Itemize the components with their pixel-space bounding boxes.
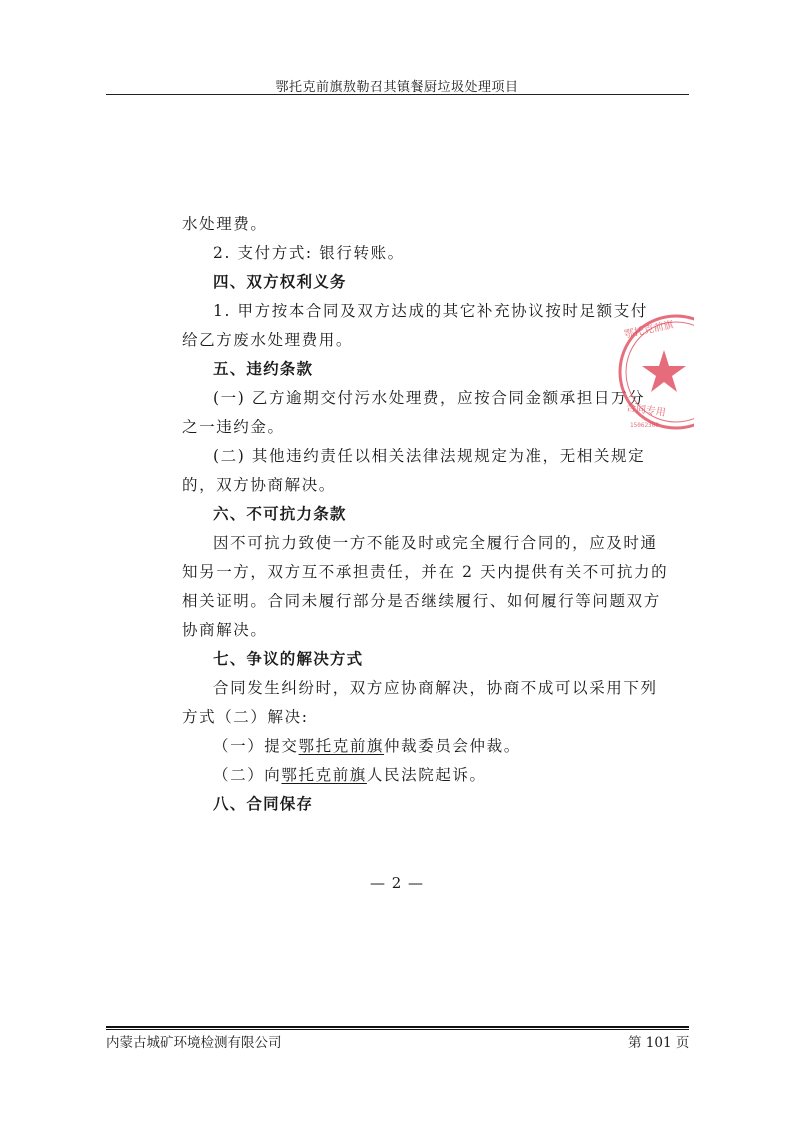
footer-company-name: 内蒙古城矿环境检测有限公司 <box>106 1035 282 1051</box>
section-heading-dispute: 七、争议的解决方式 <box>213 650 364 668</box>
paragraph-line: 水处理费。 <box>182 215 268 233</box>
paragraph-line: 知另一方，双方互不承担责任，并在 2 天内提供有关不可抗力的 <box>182 563 669 581</box>
paragraph-line <box>213 765 487 785</box>
line-suffix: 人民法院起诉。 <box>366 766 487 784</box>
line-prefix: （一）提交 <box>213 737 299 755</box>
paragraph-line: (二) 其他违约责任以相关法律法规规定为准，无相关规定 <box>213 447 646 465</box>
paragraph-line: 协商解决。 <box>182 621 268 639</box>
footer-page-number: 第 101 页 <box>628 1035 690 1051</box>
section-heading-rights: 四、双方权利义务 <box>213 273 347 291</box>
svg-text:15062300: 15062300 <box>630 422 659 429</box>
paragraph-line: 合同发生纠纷时，双方应协商解决，协商不成可以采用下列 <box>213 679 658 697</box>
svg-text:鄂托克前旗: 鄂托克前旗 <box>623 319 675 341</box>
company-seal-stamp <box>612 310 694 434</box>
paragraph-line: (一) 乙方逾期交付污水处理费，应按合同金额承担日万分 <box>213 389 646 407</box>
underlined-place-name: 鄂托克前旗 <box>298 737 385 755</box>
line-suffix: 仲裁委员会仲裁。 <box>384 737 521 755</box>
section-heading-storage: 八、合同保存 <box>213 795 314 813</box>
paragraph-line: 给乙方废水处理费用。 <box>182 331 354 349</box>
header-title: 鄂托克前旗敖勒召其镇餐厨垃圾处理项目 <box>275 80 519 95</box>
page-number: — 2 — <box>369 874 425 892</box>
paragraph-line: 之一违约金。 <box>182 418 285 436</box>
paragraph-line: 因不可抗力致使一方不能及时或完全履行合同的，应及时通 <box>213 534 658 552</box>
section-heading-breach: 五、违约条款 <box>213 360 314 378</box>
paragraph-line: 1. 甲方按本合同及双方达成的其它补充协议按时足额支付 <box>213 302 648 320</box>
paragraph-line <box>213 736 521 756</box>
footer-divider <box>106 1026 689 1028</box>
underlined-place-name: 鄂托克前旗 <box>281 766 367 784</box>
paragraph-line: 的，双方协商解决。 <box>182 476 336 494</box>
footer-divider-thin <box>106 1029 689 1030</box>
section-heading-force-majeure: 六、不可抗力条款 <box>213 505 347 523</box>
paragraph-line: 2. 支付方式: 银行转账。 <box>213 244 405 262</box>
header-divider <box>106 94 689 95</box>
paragraph-line: 相关证明。合同未履行部分是否继续履行、如何履行等问题双方 <box>182 592 661 610</box>
paragraph-line: 方式（二）解决: <box>182 708 309 726</box>
line-prefix: （二）向 <box>213 766 282 784</box>
svg-text:合同专用: 合同专用 <box>625 402 667 419</box>
